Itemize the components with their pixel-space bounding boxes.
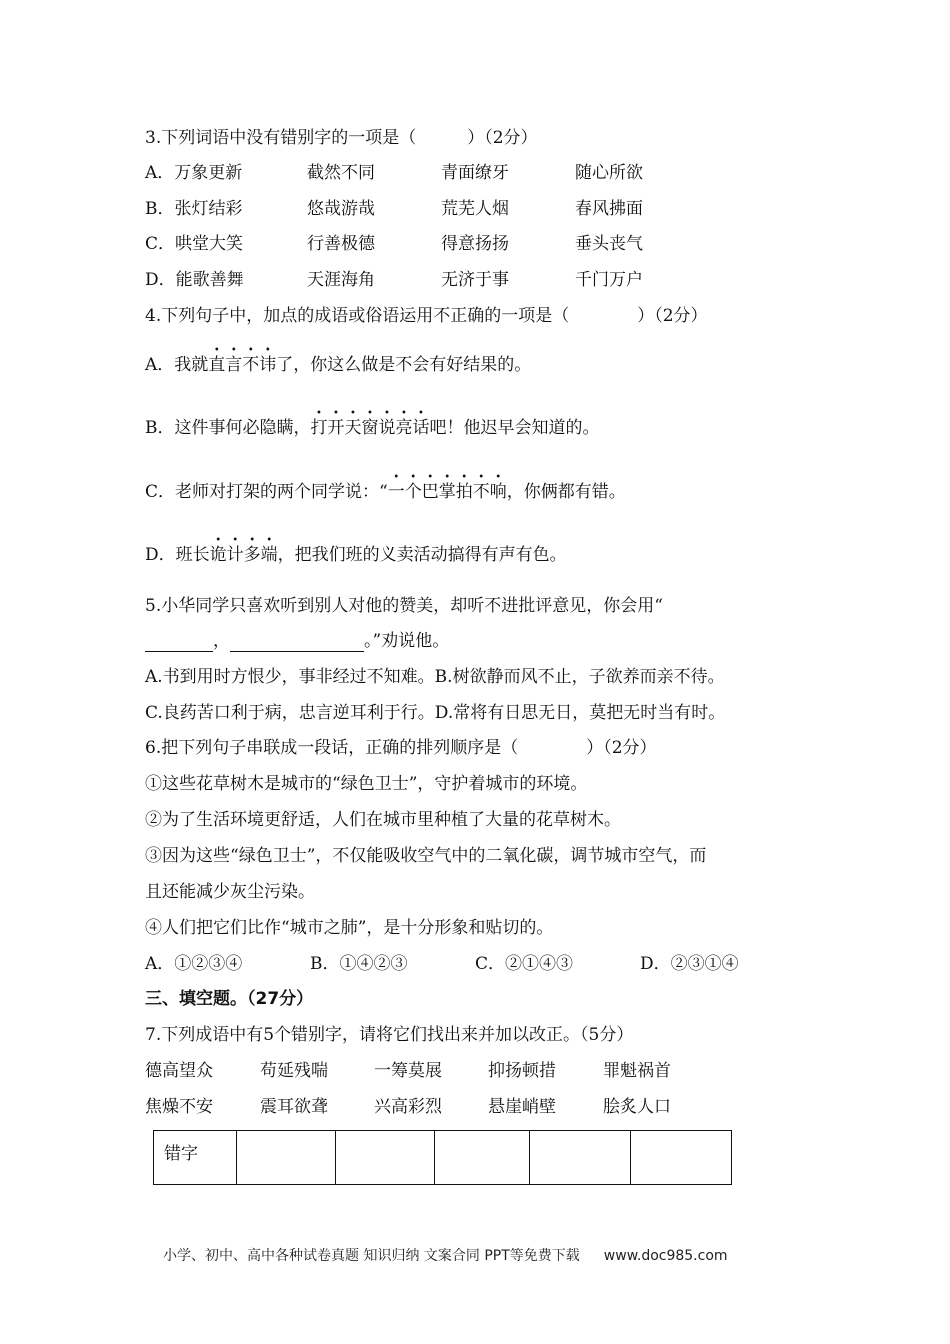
section-heading: 三、填空题。（27分） — [145, 989, 314, 1009]
q7-idiom: 焦燥不安 — [145, 1097, 213, 1117]
q4-option-a — [145, 345, 532, 376]
q5-options-1: A.书到用时方恨少，事非经过不知难。B.树欲静而风不止，子欲养而亲不待。 — [145, 667, 725, 687]
q3-a-2: 截然不同 — [307, 163, 375, 183]
q6-option-c: C．②①④③ — [475, 954, 574, 974]
q7-idiom: 兴高彩烈 — [374, 1097, 442, 1117]
answer-blank-2[interactable] — [230, 633, 364, 652]
q3-a-1: A．万象更新 — [145, 163, 243, 183]
q4-c-dotted — [387, 472, 507, 502]
q7-idiom: 悬崖峭壁 — [488, 1097, 556, 1117]
q4-b-dotted — [310, 408, 430, 438]
q6-sentence-4: ④人们把它们比作“城市之肺”，是十分形象和贴切的。 — [145, 918, 554, 938]
q6-sentence-1: ①这些花草树木是城市的“绿色卫士”，守护着城市的环境。 — [145, 774, 588, 794]
emphasis-dots: • • • • — [215, 535, 273, 546]
q4-d-pre: D．班长 — [145, 545, 210, 565]
q3-c-2: 行善极德 — [307, 234, 375, 254]
q3-b-1: B．张灯结彩 — [145, 199, 243, 219]
answer-cell[interactable] — [237, 1131, 336, 1185]
correction-table — [153, 1130, 732, 1185]
q3-c-1: C．哄堂大笑 — [145, 234, 244, 254]
q4-option-d — [145, 535, 567, 566]
answer-cell[interactable] — [435, 1131, 530, 1185]
q7-idiom: 震耳欲聋 — [260, 1097, 328, 1117]
q3-d-1: D．能歌善舞 — [145, 270, 244, 290]
answer-blank-1[interactable] — [145, 633, 213, 652]
answer-cell[interactable] — [631, 1131, 732, 1185]
q7-idiom: 一筹莫展 — [374, 1061, 442, 1081]
q4-a-dotted — [208, 345, 277, 375]
q3-b-2: 悠哉游哉 — [307, 199, 375, 219]
q7-stem: 7.下列成语中有5个错别字，请将它们找出来并加以改正。（5分） — [145, 1025, 634, 1045]
q3-d-2: 天涯海角 — [307, 270, 375, 290]
q4-a-pre: A．我就 — [145, 355, 209, 375]
q3-b-4: 春风拂面 — [575, 199, 643, 219]
q5-sep: ， — [213, 631, 230, 651]
q3-c-3: 得意扬扬 — [441, 234, 509, 254]
page-footer — [163, 1245, 728, 1265]
q4-d-post: ，把我们班的义卖活动搞得有声有色。 — [277, 545, 567, 565]
q4-b-idiom: 打开天窗说亮话 — [310, 418, 430, 438]
q4-c-post: ，你俩都有错。 — [506, 482, 626, 502]
emphasis-dots: • • • • — [213, 345, 271, 356]
q3-d-3: 无济于事 — [441, 270, 509, 290]
q7-idiom: 脍炙人口 — [603, 1097, 671, 1117]
q4-option-c — [145, 472, 626, 503]
q6-sentence-2: ②为了生活环境更舒适，人们在城市里种植了大量的花草树木。 — [145, 810, 621, 830]
q3-c-4: 垂头丧气 — [575, 234, 643, 254]
q3-stem: 3.下列词语中没有错别字的一项是（ ）（2分） — [145, 128, 538, 148]
q6-stem: 6.把下列句子串联成一段话，正确的排列顺序是（ ）（2分） — [145, 738, 657, 758]
q6-sentence-3-cont: 且还能减少灰尘污染。 — [145, 882, 315, 902]
q5-stem: 5.小华同学只喜欢听到别人对他的赞美，却听不进批评意见，你会用“ — [145, 596, 663, 616]
q4-b-pre: B．这件事何必隐瞒， — [145, 418, 311, 438]
emphasis-dots: • • • • • • • — [316, 408, 424, 419]
q6-option-b: B．①④②③ — [310, 954, 408, 974]
q3-a-3: 青面缭牙 — [441, 163, 509, 183]
q3-d-4: 千门万户 — [575, 270, 643, 290]
answer-cell[interactable] — [336, 1131, 435, 1185]
q3-a-4: 随心所欲 — [575, 163, 643, 183]
answer-cell[interactable] — [530, 1131, 631, 1185]
q4-d-idiom: 诡计多端 — [209, 545, 278, 565]
q4-d-dotted — [209, 535, 278, 565]
footer-text: 小学、初中、高中各种试卷真题 知识归纳 文案合同 PPT等免费下载 — [163, 1248, 580, 1264]
q5-options-2: C.良药苦口利于病，忠言逆耳利于行。D.常将有日思无日，莫把无时当有时。 — [145, 703, 726, 723]
q4-stem: 4.下列句子中，加点的成语或俗语运用不正确的一项是（ ）（2分） — [145, 306, 708, 326]
q6-sentence-3: ③因为这些“绿色卫士”，不仅能吸收空气中的二氧化碳，调节城市空气，而 — [145, 846, 707, 866]
q6-option-d: D．②③①④ — [640, 954, 739, 974]
q4-b-post: 吧！他迟早会知道的。 — [429, 418, 600, 438]
emphasis-dots: • • • • • • • — [393, 472, 502, 483]
q4-c-pre: C．老师对打架的两个同学说：“ — [145, 482, 388, 502]
q7-idiom: 罪魁祸首 — [603, 1061, 671, 1081]
q7-idiom: 苟延残喘 — [260, 1061, 328, 1081]
q4-a-post: 了，你这么做是不会有好结果的。 — [276, 355, 532, 375]
q5-end: 。”劝说他。 — [364, 631, 450, 651]
q4-option-b — [145, 408, 600, 439]
table-row — [154, 1131, 732, 1185]
q3-b-3: 荒芜人烟 — [441, 199, 509, 219]
table-label: 错字 — [154, 1131, 237, 1185]
footer-url[interactable]: www.doc985.com — [603, 1248, 728, 1264]
q5-answer-line — [145, 630, 449, 652]
q4-a-idiom: 直言不讳 — [208, 355, 277, 375]
q6-option-a: A．①②③④ — [145, 954, 243, 974]
q7-idiom: 德高望众 — [145, 1061, 213, 1081]
q7-idiom: 抑扬顿措 — [488, 1061, 556, 1081]
q4-c-idiom: 一个巴掌拍不响 — [387, 482, 507, 502]
